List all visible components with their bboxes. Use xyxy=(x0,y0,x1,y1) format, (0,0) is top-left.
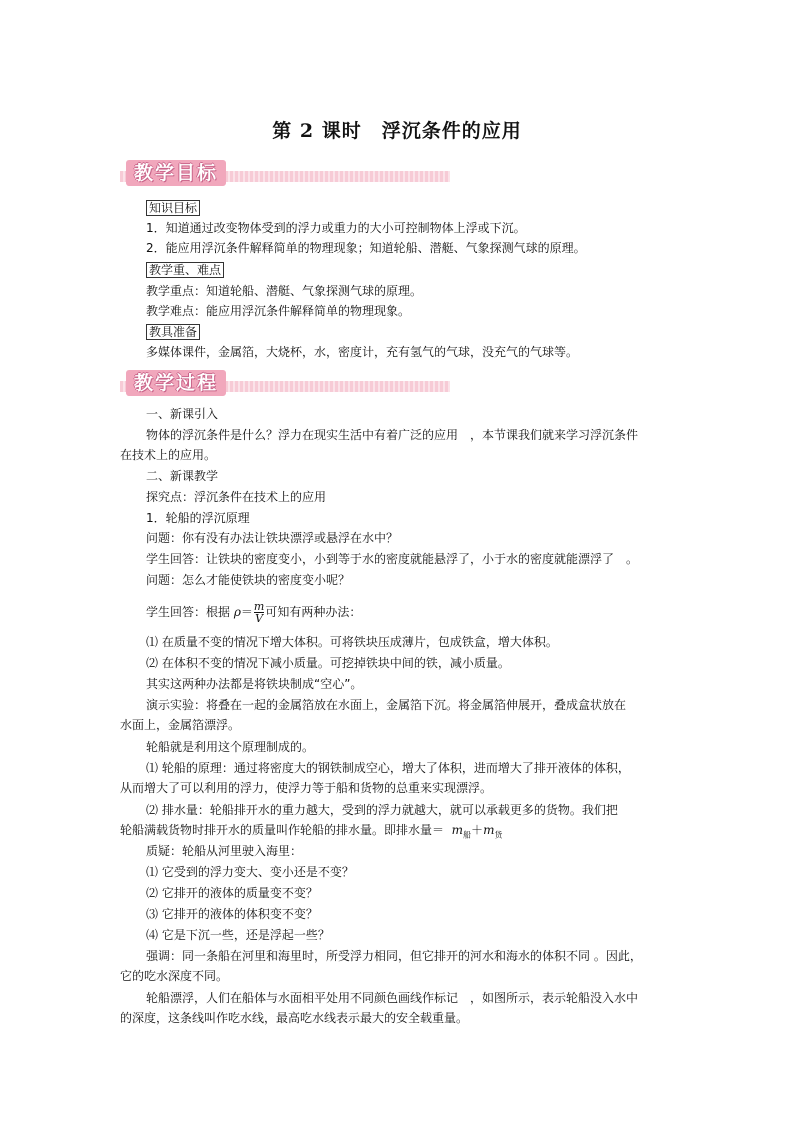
method: ⑵ 在体积不变的情况下减小质量。可挖掉铁块中间的铁，减小质量。 xyxy=(146,656,510,670)
section-banner-process xyxy=(120,370,450,398)
difficult-point: 教学难点：能应用浮沉条件解释简单的物理现象。 xyxy=(146,304,411,318)
paragraph: ⑵ 排水量：轮船排开水的重力越大，受到的浮力就越大，就可以承载更多的货物。我们把 xyxy=(146,803,618,817)
key-point: 教学重点：知道轮船、潜艇、气象探测气球的原理。 xyxy=(146,284,423,298)
paragraph: 探究点：浮沉条件在技术上的应用 xyxy=(146,490,327,504)
doubt-item: ⑶ 它排开的液体的体积变不变？ xyxy=(146,907,318,921)
doubt-item: ⑷ 它是下沉一些，还是浮起一些？ xyxy=(146,928,330,942)
section-intro: 一、新课引入 xyxy=(146,407,219,421)
paragraph: 水面上，金属箔漂浮。 xyxy=(120,718,241,732)
banner-label: 教学过程 xyxy=(126,370,226,396)
banner-label: 教学目标 xyxy=(126,160,226,186)
question: 问题：你有没有办法让铁块漂浮或悬浮在水中？ xyxy=(146,531,399,545)
paragraph: 在技术上的应用。 xyxy=(120,448,217,462)
key-difficult-heading: 教学重、难点 xyxy=(146,262,224,278)
page-title: 第 2 课时 浮沉条件的应用 xyxy=(272,120,522,142)
doubt-item: ⑴ 它受到的浮力变大、变小还是不变？ xyxy=(146,865,354,879)
paragraph: 其实这两种办法都是将铁块制成“空心”。 xyxy=(146,677,363,691)
answer-formula: 学生回答：根据 ρ＝ $\frac{m}{V}$ 可知有两种办法： xyxy=(146,600,362,625)
answer: 学生回答：让铁块的密度变小，小到等于水的密度就能悬浮了，小于水的密度就能漂浮了 。 xyxy=(146,552,639,566)
paragraph: 它的吃水深度不同。 xyxy=(120,969,229,983)
subheading: 1．轮船的浮沉原理 xyxy=(146,511,250,525)
paragraph: 的深度，这条线叫作吃水线，最高吃水线表示最大的安全载重量。 xyxy=(120,1011,469,1025)
paragraph: 物体的浮沉条件是什么？浮力在现实生活中有着广泛的应用 ，本节课我们就来学习浮沉条件 xyxy=(146,428,639,442)
paragraph: 质疑：轮船从河里驶入海里： xyxy=(146,844,303,858)
paragraph: ⑴ 轮船的原理：通过将密度大的钢铁制成空心，增大了体积，进而增大了排开液体的体积， xyxy=(146,761,630,775)
method: ⑴ 在质量不变的情况下增大体积。可将铁块压成薄片，包成铁盒，增大体积。 xyxy=(146,635,558,649)
question: 问题：怎么才能使铁块的密度变小呢？ xyxy=(146,573,351,587)
paragraph: 轮船漂浮，人们在船体与水面相平处用不同颜色画线作标记 ，如图所示，表示轮船没入水中 xyxy=(146,991,639,1005)
paragraph: 从而增大了可以利用的浮力，使浮力等于船和货物的总重来实现漂浮。 xyxy=(120,781,493,795)
paragraph-formula: 轮船满载货物时排开水的质量叫作轮船的排水量。即排水量＝ $m_船+m_货$ xyxy=(120,823,503,840)
section-banner-goals xyxy=(120,160,450,188)
section-new: 二、新课教学 xyxy=(146,469,219,483)
goal-1: 1．知道通过改变物体受到的浮力或重力的大小可控制物体上浮或下沉。 xyxy=(146,221,526,235)
density-fraction: $\frac{m}{V}$ xyxy=(253,600,265,625)
goal-2: 2．能应用浮沉条件解释简单的物理现象；知道轮船、潜艇、气象探测气球的原理。 xyxy=(146,241,586,255)
tools-heading: 教具准备 xyxy=(146,324,200,340)
paragraph: 轮船就是利用这个原理制成的。 xyxy=(146,740,315,754)
doubt-item: ⑵ 它排开的液体的质量变不变？ xyxy=(146,886,318,900)
tools-list: 多媒体课件，金属箔，大烧杯，水，密度计，充有氢气的气球，没充气的气球等。 xyxy=(146,345,579,359)
paragraph: 强调：同一条船在河里和海里时，所受浮力相同，但它排开的河水和海水的体积不同 。因此， xyxy=(146,949,642,963)
paragraph: 演示实验：将叠在一起的金属箔放在水面上，金属箔下沉。将金属箔伸展开，叠成盒状放在 xyxy=(146,698,627,712)
knowledge-heading: 知识目标 xyxy=(146,200,200,216)
